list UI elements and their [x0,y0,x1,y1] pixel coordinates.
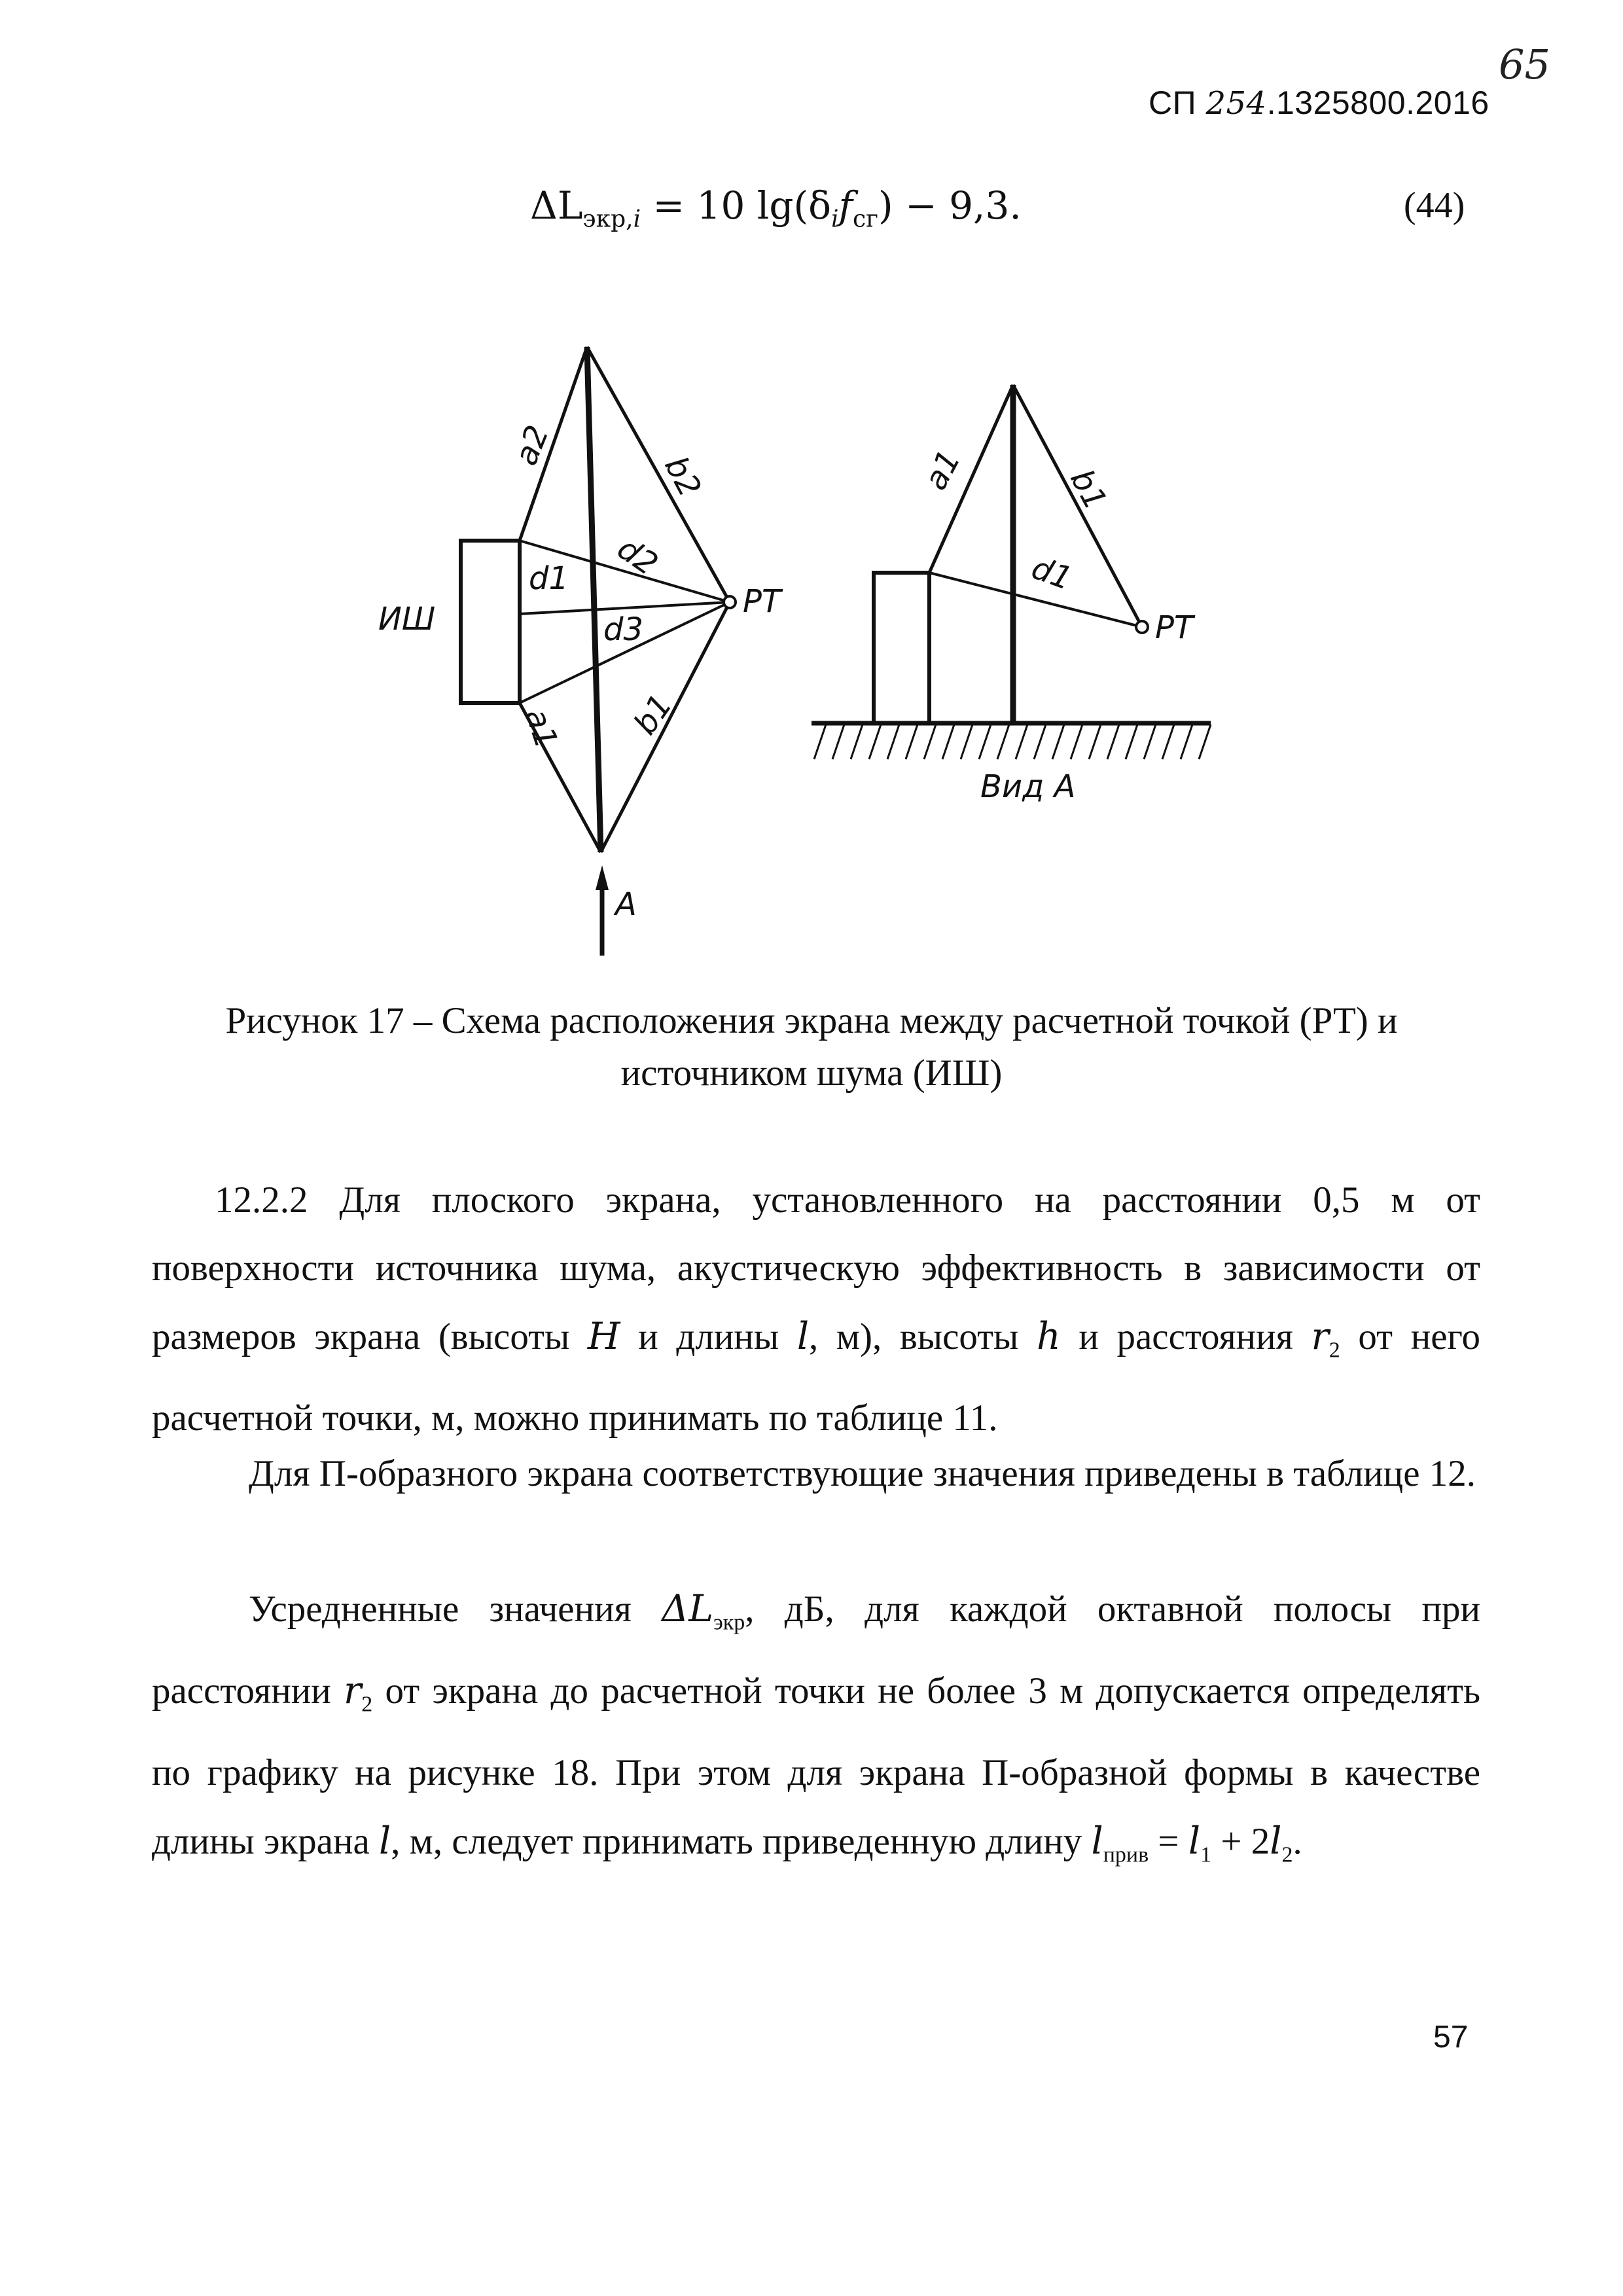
noise-source-side [874,573,929,723]
paragraph-12-2-2: 12.2.2 Для плоского экрана, установленного на расстоянии 0,5 м от поверхности источника шума, акустическую эффективность в зависимости от размеров экрана (высоты H и длины l, м), высоты h и расстояния $r_2$ от него расчетной точки, м, можно принимать по таблице 11. [152,1179,1480,1439]
handwritten-page-number: 65 [1499,41,1550,88]
arrow-label: А [615,886,637,923]
figure-caption: Рисунок 17 – Схема расположения экрана между расчетной точкой (РТ) и источником шума (ИШ) [225,1000,1398,1094]
segment-label: b2 [657,450,709,503]
paragraph-p-shaped-screen: Для П-образного экрана соответствующие значения приведены в таблице 12. [249,1453,1476,1494]
segment-label: a2 [507,420,557,471]
segment-label: d1 [529,560,569,597]
segment-label: b1 [1063,463,1115,516]
point-label-left: РТ [743,583,781,620]
calculation-point-left [724,596,736,608]
formula-44: $\Delta L_{экр,i} = 10$ $\lg(\delta_if_{сг}) - 9,3$. [530,183,1022,233]
calculation-point-right [1136,621,1148,633]
document-code: СП 254.1325800.2016 [1149,84,1489,122]
segment-label: a1 [518,704,565,753]
handwritten-code-number: 254 [1205,85,1267,122]
figure-17-diagram [0,0,1623,982]
paragraph-averaged-values: Усредненные значения $\Delta L_{экр}$, дБ, для каждой октавной полосы при расстоянии $r_2$ от экрана до расчетной точки не более 3 м допускается определять по графику на рисунке 18. При этом для экрана П-образной формы в качестве длины экрана l, м, следует принимать приведенную длину $l_{прив} = l_1 + 2l_2$. [152,1587,1481,1867]
segment-label: d3 [603,611,644,648]
equation-number: (44) [1404,185,1465,226]
source-label-left: ИШ [378,601,436,637]
segment-label: b1 [626,687,680,742]
point-label-right: РТ [1155,609,1194,646]
screen-line-top-view [587,347,601,852]
segment-label: d2 [611,529,665,583]
view-label: Вид А [980,768,1076,805]
segment-label: a1 [917,444,969,496]
page-number: 57 [1433,2020,1469,2054]
noise-source-box [461,541,520,703]
segment-label: d1 [1026,549,1077,598]
